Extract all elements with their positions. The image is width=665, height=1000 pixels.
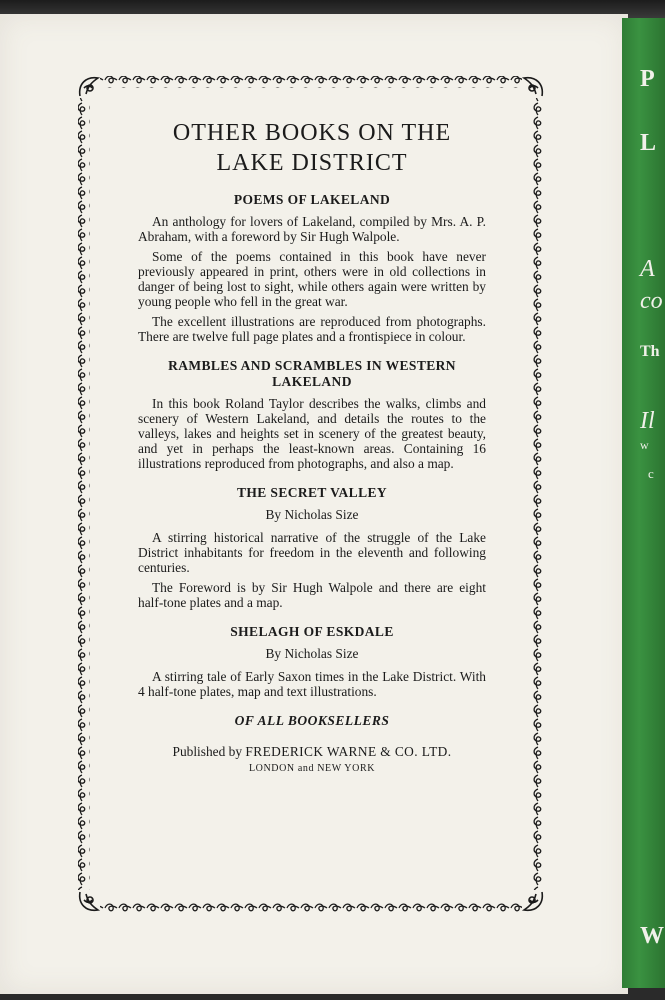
jacket-spine: [622, 18, 665, 988]
publisher-prefix: Published by: [172, 744, 243, 759]
book-entry-secret-valley: [138, 485, 486, 610]
spine-text-5: Th: [640, 343, 660, 360]
book-description: An anthology for lovers of Lakeland, compiled by Mrs. A. P. Abraham, with a foreword by Sir Hugh Walpole.: [138, 214, 486, 244]
book-description: A stirring tale of Early Saxon times in the Lake District. With 4 half-tone plates, map and text illustrations.: [138, 669, 486, 699]
book-list-content: [138, 118, 486, 776]
book-title: POEMS OF LAKELAND: [233, 192, 391, 207]
title-line-2: LAKE DISTRICT: [216, 150, 408, 176]
book-author: By Nicholas Size: [265, 646, 359, 661]
book-title: THE SECRET VALLEY: [236, 485, 388, 500]
book-title: SHELAGH OF ESKDALE: [230, 624, 394, 639]
spine-text-7: w: [640, 438, 649, 452]
book-description: The excellent illustrations are reproduced from photographs. There are twelve full page plates and a frontispiece in colour.: [138, 314, 486, 344]
page-title: [138, 118, 486, 178]
booksellers-note: OF ALL BOOKSELLERS: [234, 713, 390, 728]
spine-text-8: c: [648, 466, 654, 481]
book-description: In this book Roland Taylor describes the walks, climbs and scenery of Western Lakeland, and details the routes to the valleys, lakes and heights set in scenery of the greatest beauty, and yet in perhaps the least-known areas. Containing 16 illustrations reproduced from photographs, and also a map.: [138, 396, 486, 471]
book-entry-rambles-and-scrambles: [138, 358, 486, 471]
publisher-name: FREDERICK WARNE & CO. LTD.: [245, 744, 452, 759]
book-description: Some of the poems contained in this book have never previously appeared in print, others were in old collections in danger of being lost to sight, while others again were written by young people who fell in the great war.: [138, 249, 486, 309]
spine-text-4: co: [640, 288, 663, 314]
book-title: RAMBLES AND SCRAMBLES IN WESTERN LAKELAND: [168, 358, 456, 389]
book-entry-poems-of-lakeland: [138, 192, 486, 344]
spine-text-3: A: [640, 256, 655, 282]
spine-text-1: P: [640, 66, 655, 92]
book-description: A stirring historical narrative of the struggle of the Lake District inhabitants for freedom in the eleventh and following centuries.: [138, 530, 486, 575]
spine-text-6: Il: [640, 408, 655, 434]
publisher-line: [138, 744, 486, 759]
publisher-location: LONDON and NEW YORK: [248, 763, 376, 774]
book-description: The Foreword is by Sir Hugh Walpole and there are eight half-tone plates and a map.: [138, 580, 486, 610]
spine-text-9: W: [640, 923, 664, 949]
title-line-1: OTHER BOOKS ON THE: [172, 120, 452, 146]
spine-text-2: L: [640, 130, 657, 156]
book-entry-shelagh-of-eskdale: [138, 624, 486, 699]
book-author: By Nicholas Size: [265, 507, 359, 522]
